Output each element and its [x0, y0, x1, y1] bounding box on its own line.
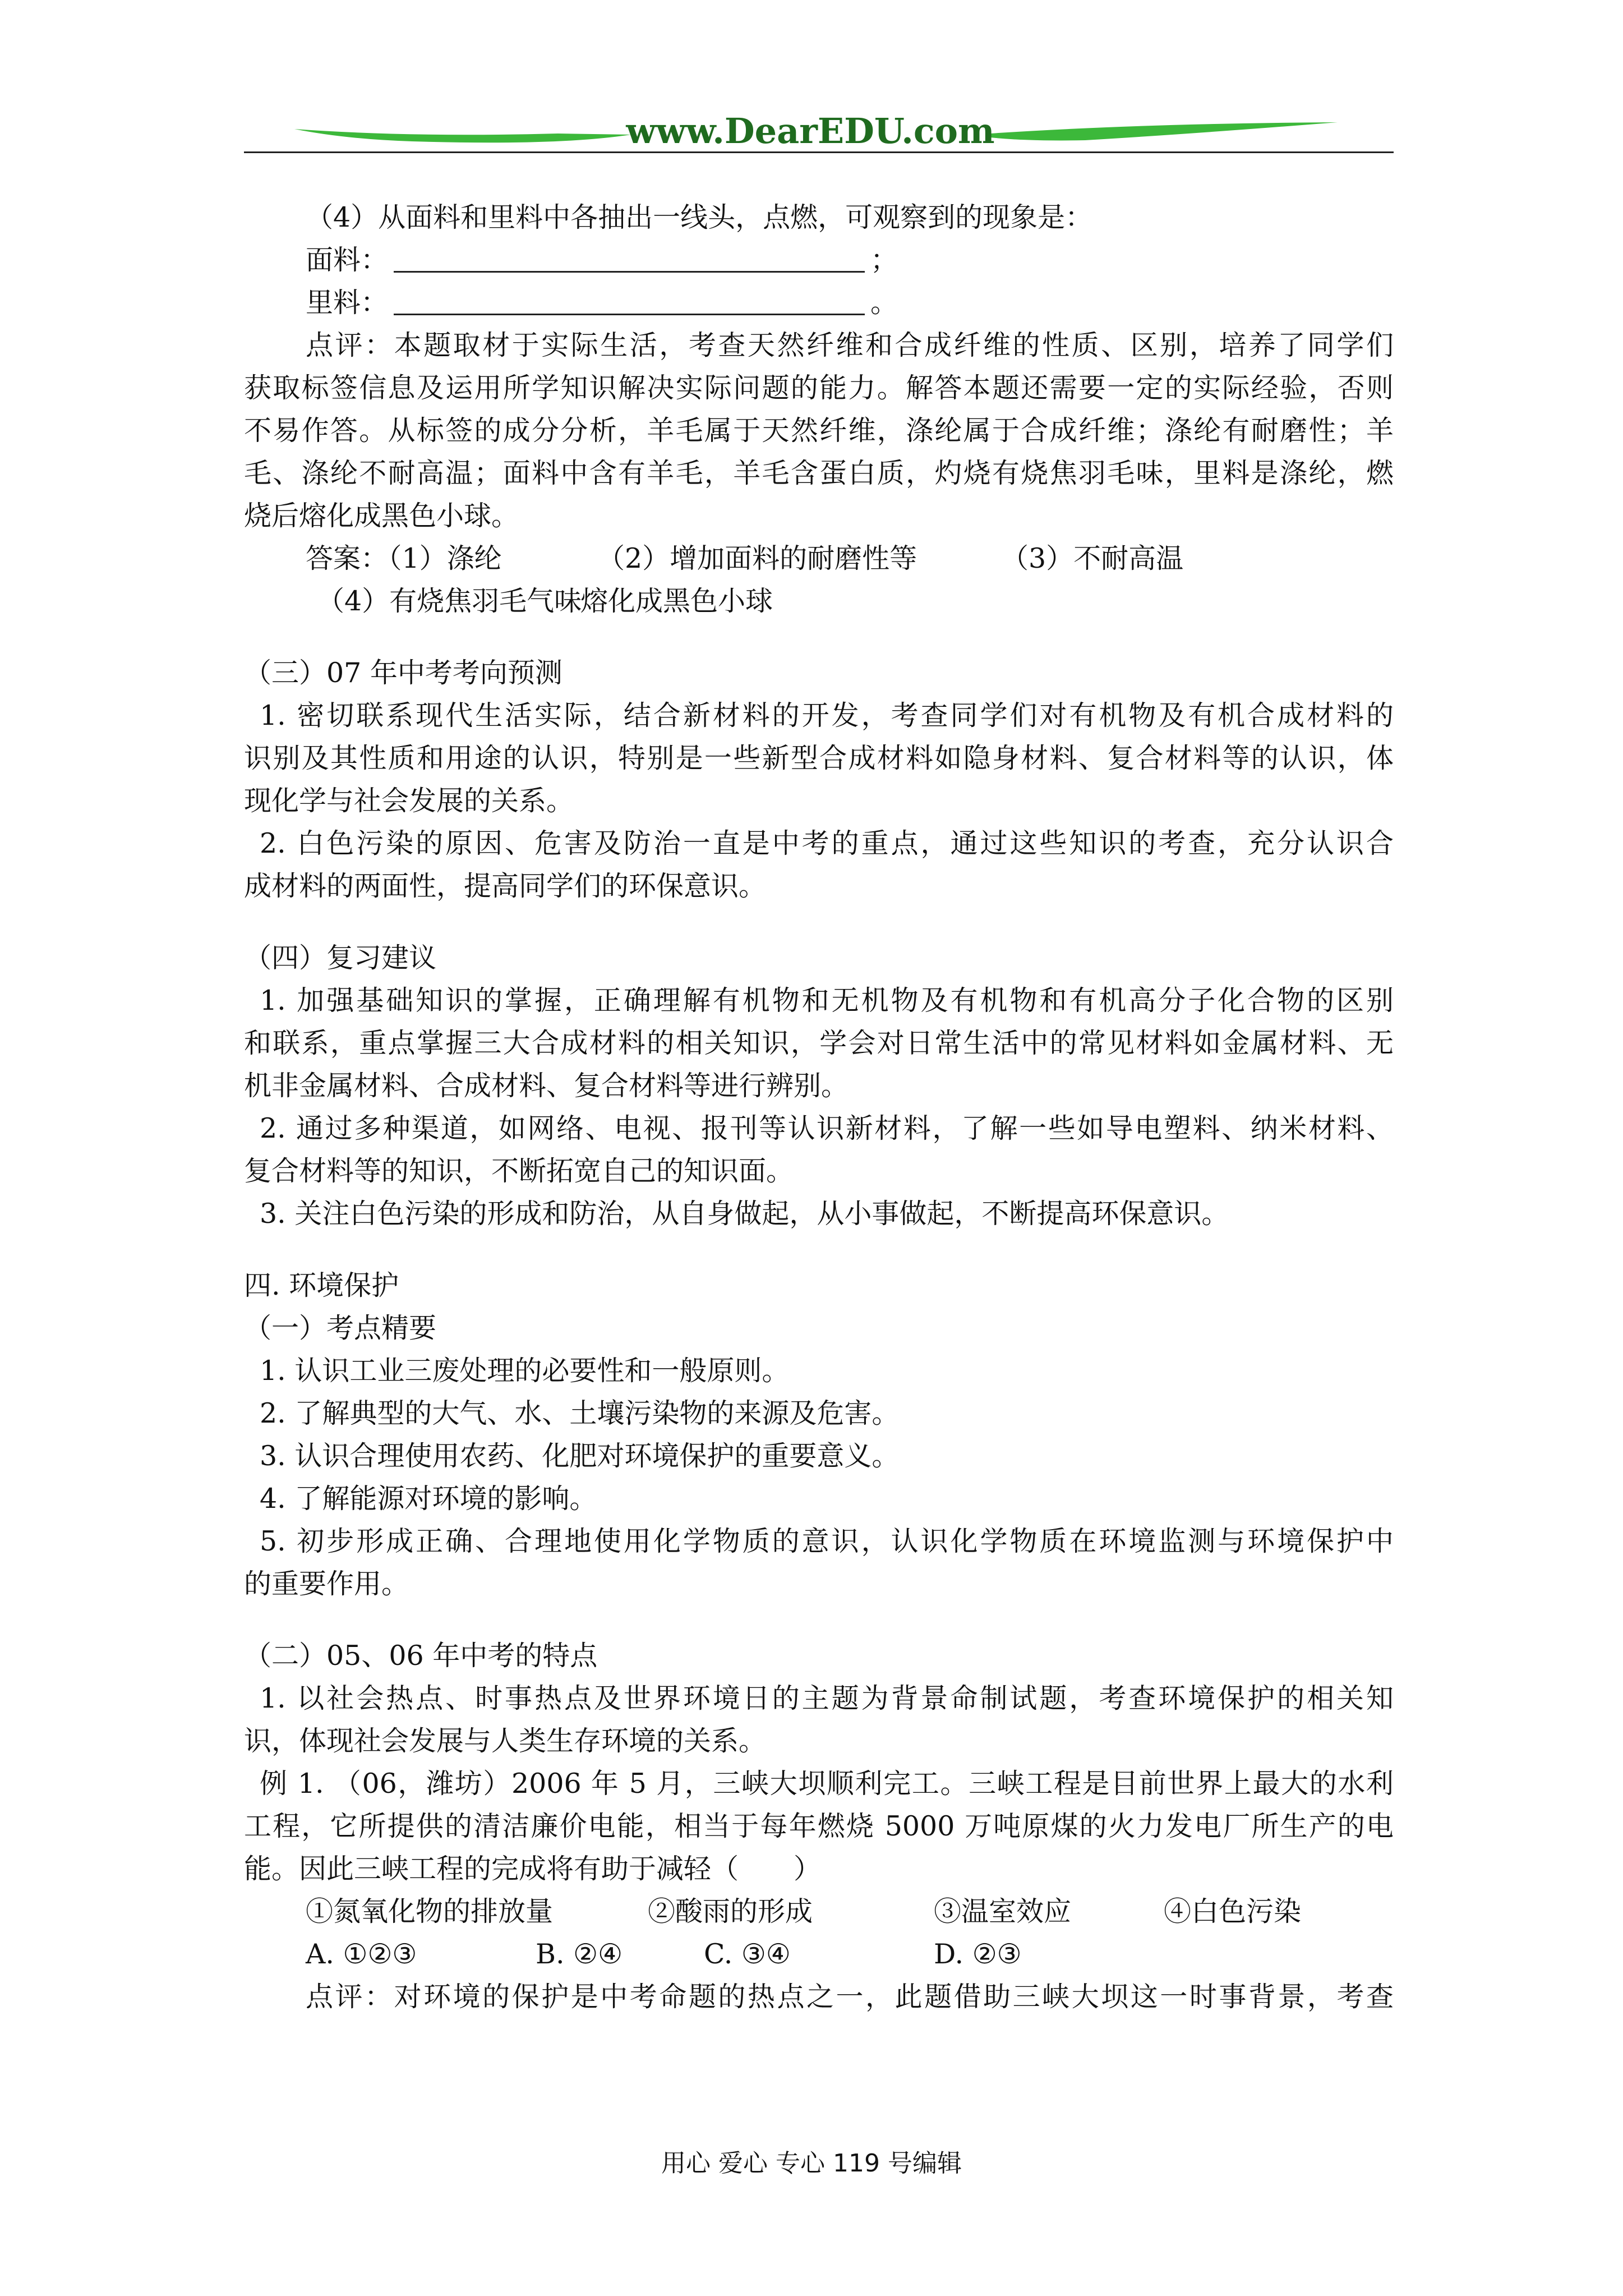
chapter-title: 四. 环境保护 — [244, 1269, 399, 1301]
sub1-line: 3. 认识合理使用农药、化肥对环境保护的重要意义。 — [260, 1440, 900, 1472]
choice-a: A. ①②③ — [306, 1938, 417, 1970]
fabric-answer-blank — [394, 246, 865, 273]
sub1-line: 1. 认识工业三废处理的必要性和一般原则。 — [260, 1355, 790, 1387]
sub2-title: （二）05、06 年中考的特点 — [244, 1640, 598, 1672]
comment-line: 毛、涤纶不耐高温；面料中含有羊毛，羊毛含蛋白质，灼烧有烧焦羽毛味，里料是涤纶，燃 — [244, 457, 1394, 489]
section-4-line: 2. 通过多种渠道，如网络、电视、报刊等认识新材料，了解一些如导电塑料、纳米材料、 — [260, 1112, 1394, 1144]
option-item: ①氮氧化物的排放量 — [306, 1895, 554, 1927]
sub1-line: 2. 了解典型的大气、水、土壤污染物的来源及危害。 — [260, 1397, 900, 1429]
lining-line — [244, 282, 1394, 324]
sub1-line: 的重要作用。 — [244, 1568, 409, 1600]
section-3-line: 1. 密切联系现代生活实际，结合新材料的开发，考查同学们对有机物及有机合成材料的 — [260, 700, 1394, 731]
sub1-title: （一）考点精要 — [244, 1312, 437, 1344]
section-4-line: 复合材料等的知识，不断拓宽自己的知识面。 — [244, 1155, 794, 1187]
fabric-end-punct: ； — [870, 244, 898, 276]
answer-5: 熔化成黑色小球 — [580, 585, 773, 617]
last-comment: 点评：对环境的保护是中考命题的热点之一，此题借助三峡大坝这一时事背景，考查 — [306, 1981, 1394, 2013]
section-3-line: 2. 白色污染的原因、危害及防治一直是中考的重点，通过这些知识的考查，充分认识合 — [260, 827, 1394, 859]
lining-answer-blank — [394, 289, 865, 315]
lining-end-punct: 。 — [870, 287, 898, 319]
answer-1: 答案：（1）涤纶 — [306, 542, 502, 574]
section-4-line: 1. 加强基础知识的掌握，正确理解有机物和无机物及有机物和有机高分子化合物的区别 — [260, 984, 1394, 1016]
section-3-line: 成材料的两面性，提高同学们的环保意识。 — [244, 870, 767, 902]
choice-b: B. ②④ — [536, 1938, 623, 1970]
comment-line: 获取标签信息及运用所学知识解决实际问题的能力。解答本题还需要一定的实际经验，否则 — [244, 372, 1394, 404]
sub1-line: 4. 了解能源对环境的影响。 — [260, 1483, 597, 1515]
document-body — [244, 196, 1394, 2018]
sub2-line: 识，体现社会发展与人类生存环境的关系。 — [244, 1725, 767, 1757]
fabric-label: 面料： — [306, 244, 389, 276]
section-4-line: 3. 关注白色污染的形成和防治，从自身做起，从小事做起，不断提高环保意识。 — [260, 1198, 1229, 1230]
section-4-line: 和联系，重点掌握三大合成材料的相关知识，学会对日常生活中的常见材料如金属材料、无 — [244, 1027, 1394, 1059]
section-3-line: 现化学与社会发展的关系。 — [244, 785, 574, 817]
logo-swoosh-graphic — [244, 107, 1394, 157]
answer-row-2 — [244, 580, 1394, 623]
choice-d: D. ②③ — [934, 1938, 1022, 1970]
comment-line: 烧后熔化成黑色小球。 — [244, 500, 519, 532]
answer-row-1 — [244, 537, 1394, 580]
example-line: 工程，它所提供的清洁廉价电能，相当于每年燃烧 5000 万吨原煤的火力发电厂所生产的电 — [244, 1810, 1394, 1842]
example-line: 例 1. （06，潍坊）2006 年 5 月，三峡大坝顺利完工。三峡工程是目前世界上最大的水利 — [260, 1768, 1394, 1800]
example-line: 能。因此三峡工程的完成将有助于减轻（ ） — [244, 1853, 822, 1885]
answer-4: （4）有烧焦羽毛气味 — [317, 585, 582, 617]
option-item: ④白色污染 — [1164, 1895, 1302, 1927]
choice-c: C. ③④ — [704, 1938, 791, 1970]
section-3-line: 识别及其性质和用途的认识，特别是一些新型合成材料如隐身材料、复合材料等的认识，体 — [244, 742, 1394, 774]
section-3-title: （三）07 年中考考向预测 — [244, 657, 562, 689]
fabric-line — [244, 239, 1394, 282]
comment-line: 不易作答。从标签的成分分析，羊毛属于天然纤维，涤纶属于合成纤维；涤纶有耐磨性；羊 — [244, 415, 1394, 447]
section-4-line: 机非金属材料、合成材料、复合材料等进行辨别。 — [244, 1070, 849, 1102]
sub1-line: 5. 初步形成正确、合理地使用化学物质的意识，认识化学物质在环境监测与环境保护中 — [260, 1525, 1394, 1557]
section-4-title: （四）复习建议 — [244, 942, 437, 974]
header-rule — [244, 151, 1394, 153]
header-logo-banner — [244, 107, 1394, 157]
option-item: ③温室效应 — [934, 1895, 1072, 1927]
page-footer: 用心 爱心 专心 119 号编辑 — [661, 2149, 962, 2178]
answer-3: （3）不耐高温 — [1001, 542, 1184, 574]
lining-label: 里料： — [306, 287, 389, 319]
sub2-line: 1. 以社会热点、时事热点及世界环境日的主题为背景命制试题，考查环境保护的相关知 — [260, 1682, 1394, 1714]
comment-line: 点评：本题取材于实际生活，考查天然纤维和合成纤维的性质、区别，培养了同学们 — [306, 329, 1394, 361]
options-row-1 — [244, 1890, 1394, 1933]
option-item: ②酸雨的形成 — [648, 1895, 813, 1927]
logo-text: www.DearEDU.com — [626, 111, 995, 151]
answer-2: （2）增加面料的耐磨性等 — [597, 542, 917, 574]
options-row-2 — [244, 1933, 1394, 1976]
q4-prompt: （4）从面料和里料中各抽出一线头，点燃，可观察到的现象是： — [306, 201, 1093, 233]
